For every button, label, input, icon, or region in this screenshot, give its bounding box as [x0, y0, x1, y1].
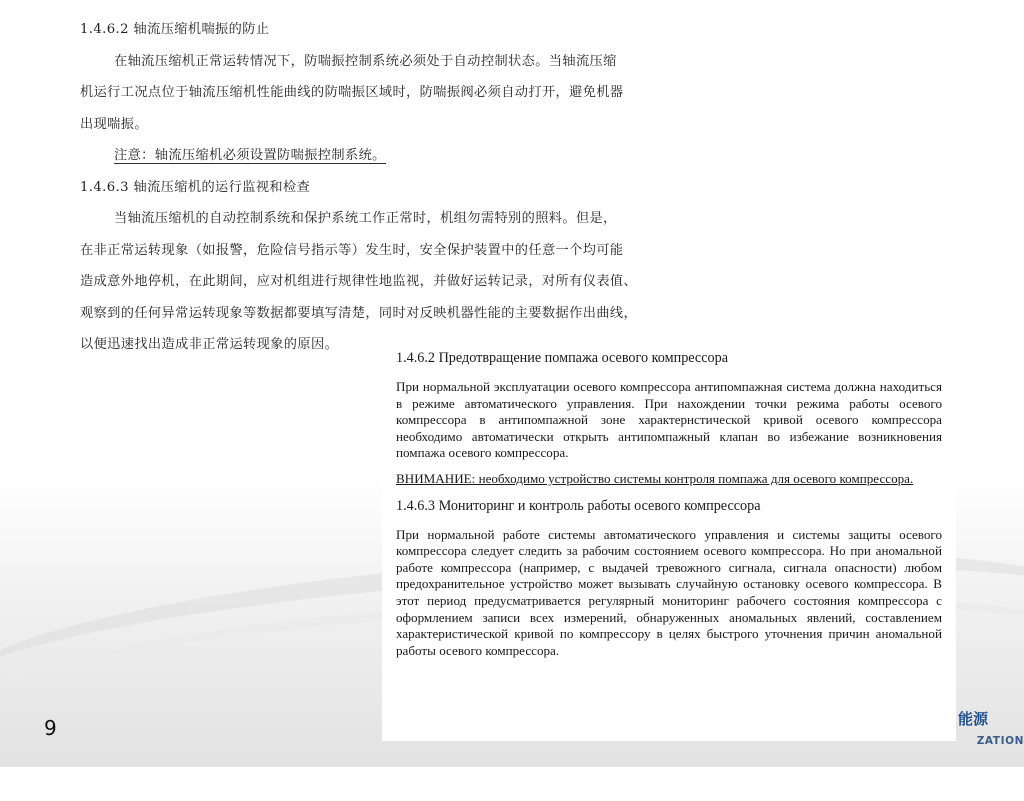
cn-heading-2: 1.4.6.3 轴流压缩机的运行监视和检查 — [80, 179, 311, 195]
ru-heading-1: 1.4.6.2 Предотвращение помпажа осевого компрессора — [396, 350, 729, 366]
company-logo: 能源 — [958, 710, 989, 728]
cn-paragraph-2-line-1: 当轴流压缩机的自动控制系统和保护系统工作正常时，机组勿需特别的照料。但是， — [114, 211, 617, 226]
footer-tagline: ZATION — [976, 735, 1024, 747]
ru-warning: ВНИМАНИЕ: необходимо устройство системы контроля помпажа для осевого компрессора. — [396, 470, 914, 486]
cn-heading-1: 1.4.6.2 轴流压缩机喘振的防止 — [80, 22, 270, 37]
ru-paragraph-1: При нормальной эксплуатации осевого компрессора антипомпажная система должна находиться в режиме автоматического управления. При нахождении точки режима работы осевого компрессора в антипомпажной зоне характернстической кривой осевого компрессора необходимо автоматически открыть антипомпажный клапан во избежание возникновения помпажа осевого компрессора. — [396, 379, 942, 461]
cn-note — [80, 140, 690, 172]
ru-heading-2: 1.4.6.3 Мониторинг и контроль работы осевого компрессора — [396, 497, 761, 514]
ru-paragraph-2: При нормальной работе системы автоматического управления и системы защиты осевого компрессора следует следить за рабочим состоянием осевого компрессора. Но при аномальной работе компрессора (например, с выдачей тревожного сигнала, сигнала опасности) любом предохранительное устройство может вызывать случайную остановку осевого компрессора. В этот период предусматривается регулярный мониторинг рабочего состояния компрессора с оформлением записи всех измерений, обнаруженных аномальных явлений, составлением характеристической кривой по компрессору в целях быстрого уточнения причин аномальной работы осевого компрессора. — [396, 526, 942, 658]
chinese-text-block — [80, 14, 690, 361]
cn-paragraph-1-line-1: 在轴流压缩机正常运转情况下，防喘振控制系统必须处于自动控制状态。当轴流压缩 — [114, 53, 617, 69]
cn-note-text: 注意：轴流压缩机必须设置防喘振控制系统。 — [114, 148, 386, 163]
cn-paragraph-2-line-2: 在非正常运转现象（如报警，危险信号指示等）发生时，安全保护装置中的任意一个均可能 — [80, 242, 624, 258]
russian-text-block — [382, 338, 956, 741]
page-number: 9 — [44, 716, 57, 740]
cn-paragraph-1-line-2: 机运行工况点位于轴流压缩机性能曲线的防喘振区域时，防喘振阀必须自动打开，避免机器 — [80, 85, 624, 100]
cn-paragraph-2-line-5: 以便迅速找出造成非正常运转现象的原因。 — [80, 337, 339, 352]
cn-paragraph-1-line-3: 出现喘振。 — [80, 116, 148, 132]
cn-paragraph-2-line-4: 观察到的任何异常运转现象等数据都要填写清楚，同时对反映机器性能的主要数据作出曲线， — [80, 305, 638, 321]
cn-paragraph-2-line-3: 造成意外地停机，在此期间，应对机组进行规律性地监视，并做好运转记录，对所有仪表值、 — [80, 274, 638, 289]
